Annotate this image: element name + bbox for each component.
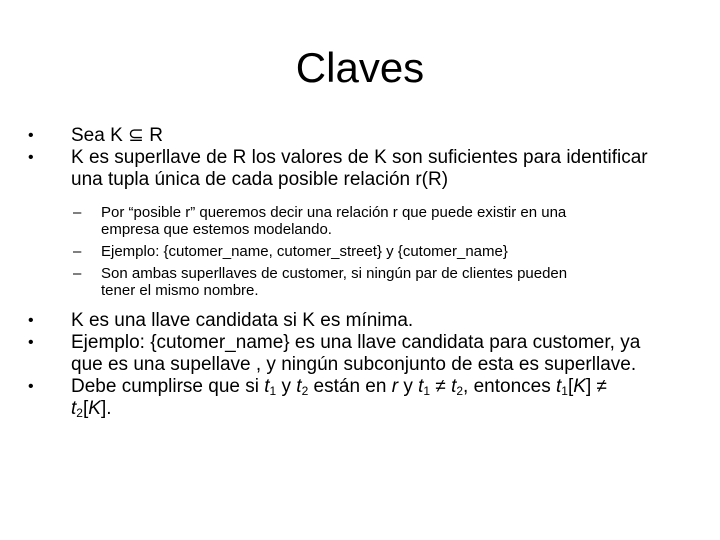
- not-equal-symbol: ≠: [596, 376, 607, 397]
- bracket: [: [567, 376, 574, 397]
- dash-marker: –: [73, 265, 82, 282]
- sub-bullet-text-line: empresa que estemos modelando.: [101, 221, 332, 238]
- sub-bullet-list: [28, 191, 688, 310]
- text-run: y: [276, 376, 297, 397]
- dash-marker: –: [73, 204, 82, 221]
- bullet-marker: •: [28, 378, 34, 395]
- var-t: t: [418, 376, 424, 397]
- dash-marker: –: [73, 243, 82, 260]
- slide-content: [28, 125, 688, 420]
- var-t: t: [296, 376, 302, 397]
- subscript: 2: [301, 384, 309, 398]
- subscript: 1: [561, 384, 568, 398]
- text-run: .: [106, 398, 112, 419]
- bullet-marker: •: [28, 334, 34, 351]
- subscript: 2: [76, 406, 83, 420]
- subscript: 1: [269, 384, 277, 398]
- bullet-ejemplo-candidata: [28, 332, 688, 376]
- bullet-text-line: [71, 398, 688, 420]
- text-run: Debe cumplirse que si: [71, 376, 265, 397]
- bracket: [: [82, 398, 89, 419]
- subscript: 1: [423, 384, 431, 398]
- bullet-condicion: [28, 376, 688, 420]
- bullet-text-line: K es superllave de R los valores de K son suficientes para identificar: [71, 147, 648, 168]
- bullet-text-line: una tupla única de cada posible relación r(R): [71, 169, 449, 190]
- bullet-text: Sea K: [71, 125, 129, 146]
- bracket: ]: [100, 398, 107, 419]
- sub-bullet-text-line: Por “posible r” queremos decir una relación r que puede existir en una: [101, 204, 567, 221]
- bullet-marker: •: [28, 312, 34, 329]
- bullet-marker: •: [28, 149, 34, 166]
- bullet-text-line: [71, 376, 688, 398]
- var-t: t: [556, 376, 562, 397]
- sub-bullet-ejemplo: [28, 243, 688, 260]
- sub-bullet-text-line: tener el mismo nombre.: [101, 282, 259, 299]
- text-run: , entonces: [463, 376, 556, 397]
- sub-bullet-ambas-superllaves: [28, 265, 688, 299]
- var-t: t: [451, 376, 457, 397]
- slide-title: Claves: [295, 44, 425, 91]
- bullet-superllave-definition: [28, 147, 688, 191]
- var-t: t: [264, 376, 270, 397]
- bullet-text: R: [143, 125, 163, 146]
- bullet-sea-k: [28, 125, 688, 147]
- subscript: 2: [456, 384, 464, 398]
- bullet-llave-candidata: [28, 310, 688, 332]
- var-k: K: [88, 398, 101, 419]
- var-r: r: [391, 376, 399, 397]
- sub-bullet-posible-r: [28, 204, 688, 238]
- bullet-text-line: que es una supellave , y ningún subconjunto de esta es superllave.: [71, 354, 637, 375]
- bracket: ]: [585, 376, 592, 397]
- bullet-marker: •: [28, 127, 34, 144]
- var-t: t: [71, 398, 77, 419]
- subset-symbol: ⊆: [128, 125, 144, 146]
- not-equal-symbol: ≠: [435, 376, 446, 397]
- text-run: están en: [308, 376, 392, 397]
- sub-bullet-text-line: Son ambas superllaves de customer, si ningún par de clientes pueden: [101, 265, 568, 282]
- bullet-text-line: Ejemplo: {cutomer_name} es una llave candidata para customer, ya: [71, 332, 641, 353]
- sub-bullet-text-line: Ejemplo: {cutomer_name, cutomer_street} y {cutomer_name}: [101, 243, 508, 260]
- var-k: K: [573, 376, 586, 397]
- text-run: y: [398, 376, 419, 397]
- bullet-text-line: K es una llave candidata si K es mínima.: [71, 310, 414, 331]
